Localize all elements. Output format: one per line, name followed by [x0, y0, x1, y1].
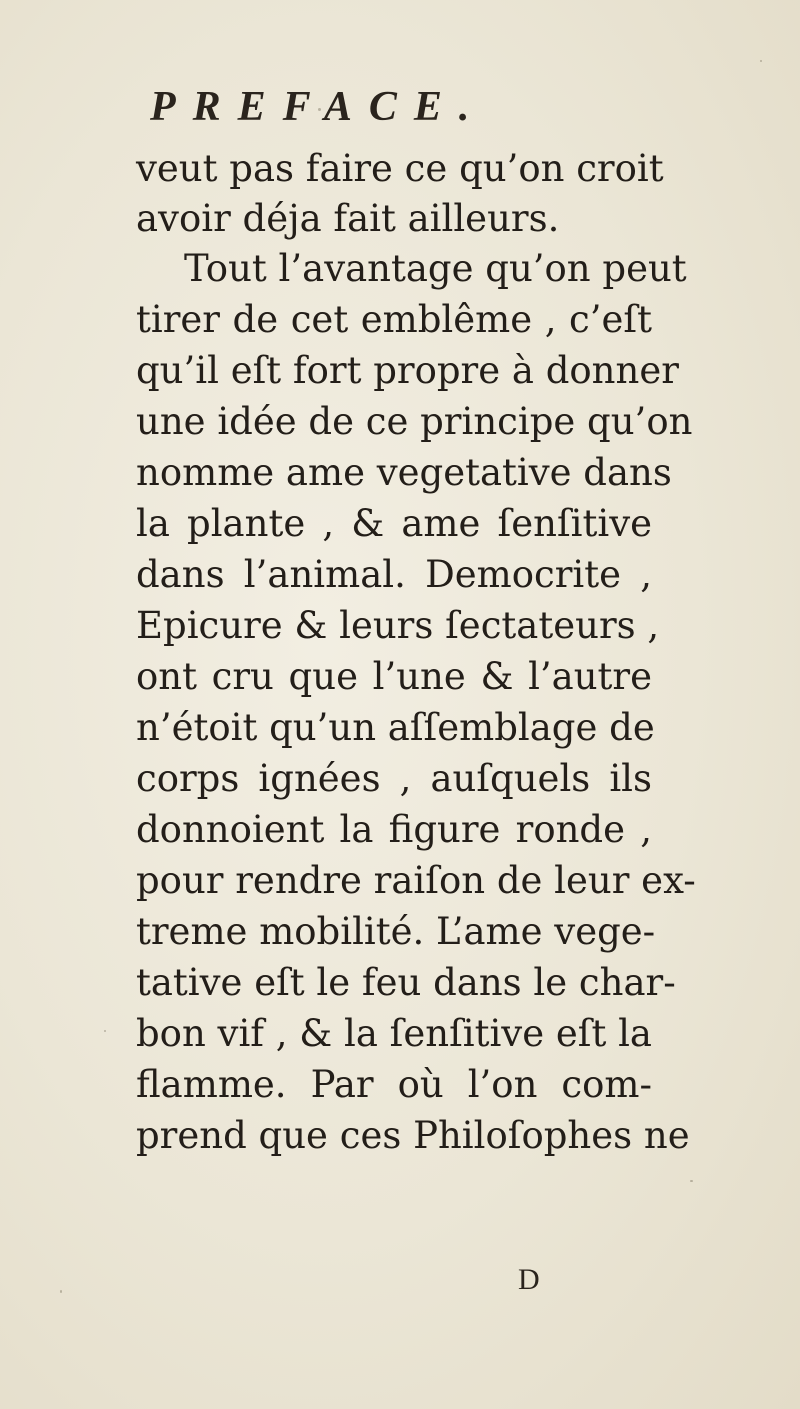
paper-speck: [690, 1180, 693, 1182]
text-line: n’étoit qu’un aſſemblage de: [136, 706, 655, 749]
text-line: Epicure & leurs ſectateurs ,: [136, 604, 660, 647]
text-line: flamme. Par où l’on com-: [136, 1063, 652, 1106]
signature-mark: D: [518, 1263, 540, 1296]
text-line: dans l’animal. Democrite ,: [136, 553, 652, 596]
text-line: ont cru que l’une & l’autre: [136, 655, 652, 698]
text-line: la plante , & ame ſenſitive: [136, 502, 652, 545]
paper-speck: [760, 60, 762, 62]
text-line: Tout l’avantage qu’on peut: [184, 247, 687, 290]
paper-speck: [104, 1030, 106, 1032]
text-line: donnoient la figure ronde ,: [136, 808, 652, 851]
text-line: tirer de cet emblême , c’eſt: [136, 298, 652, 341]
text-line: nomme ame vegetative dans: [136, 451, 672, 494]
paper-speck: [60, 1290, 62, 1293]
text-line: tative eſt le feu dans le char-: [136, 961, 676, 1004]
text-line: corps ignées , auſquels ils: [136, 757, 652, 800]
text-line: qu’il eſt fort propre à donner: [136, 349, 679, 392]
text-line: pour rendre raiſon de leur ex-: [136, 859, 696, 902]
text-line: avoir déja fait ailleurs.: [136, 197, 560, 240]
text-line: une idée de ce principe qu’on: [136, 400, 693, 443]
text-line: prend que ces Philoſophes ne: [136, 1114, 690, 1157]
running-head: PREFACE.: [150, 84, 487, 130]
text-line: veut pas faire ce qu’on croit: [136, 147, 664, 190]
paper-speck: [318, 108, 321, 111]
text-line: bon vif , & la ſenſitive eſt la: [136, 1012, 652, 1055]
text-line: treme mobilité. L’ame vege-: [136, 910, 656, 953]
